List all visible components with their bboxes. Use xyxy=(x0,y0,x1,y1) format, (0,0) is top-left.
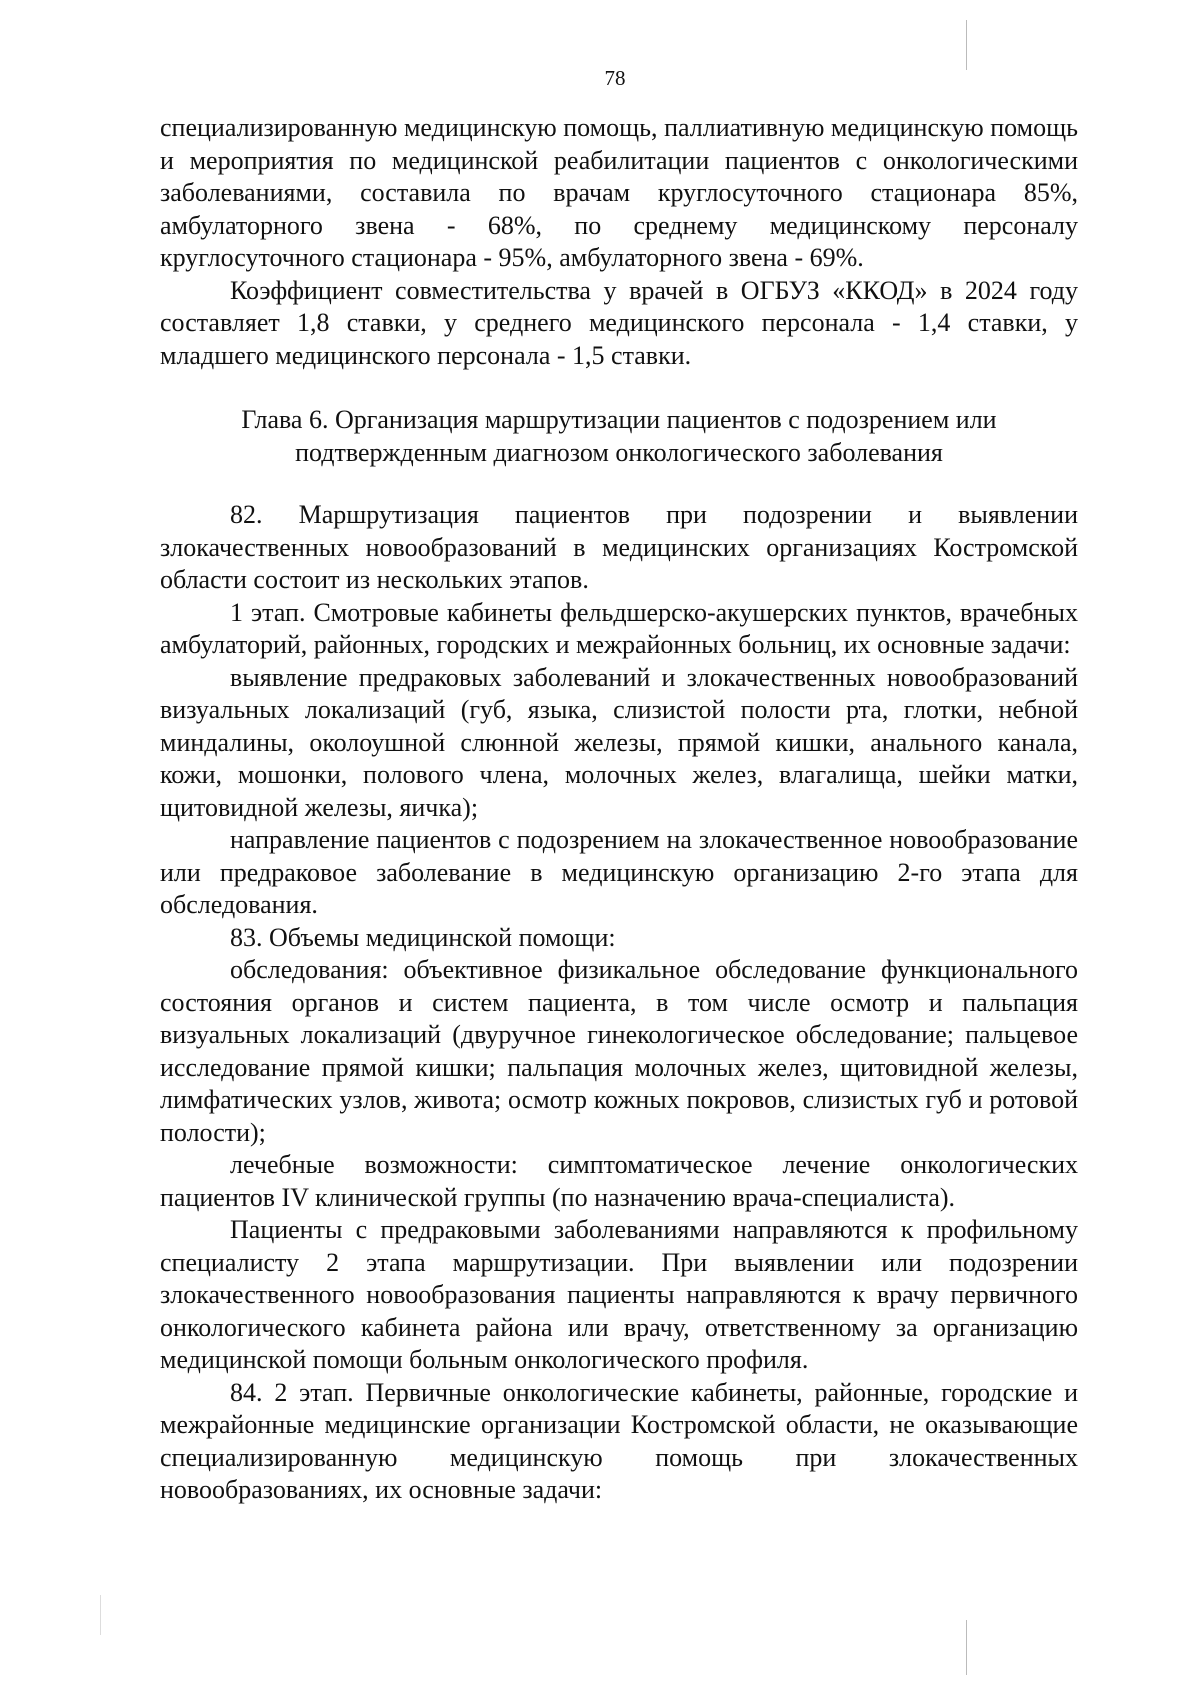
paragraph-83: 83. Объемы медицинской помощи: xyxy=(230,922,616,952)
paragraph-83-treatment: лечебные возможности: симптоматическое лечение онкологических пациентов IV клинической группы (по назначению врача-специалиста). xyxy=(160,1150,1078,1212)
paragraph-stage-1: 1 этап. Смотровые кабинеты фельдшерско-акушерских пунктов, врачебных амбулаторий, районных, городских и межрайонных больниц, их основные задачи: xyxy=(160,597,1078,659)
scan-artifact-line xyxy=(966,1620,967,1675)
paragraph-82: 82. Маршрутизация пациентов при подозрении и выявлении злокачественных новообразований в медицинских организациях Костромской области состоит из нескольких этапов. xyxy=(160,500,1078,594)
paragraph-part-time-coefficient: Коэффициент совместительства у врачей в ОГБУЗ «ККОД» в 2024 году составляет 1,8 ставки, у среднего медицинского персонала - 1,4 ставки, у младшего медицинского персонала - 1,5 ставки. xyxy=(160,275,1078,370)
chapter-title-line-1: Глава 6. Организация маршрутизации пациентов с подозрением или xyxy=(241,405,997,434)
paragraph-84: 84. 2 этап. Первичные онкологические кабинеты, районные, городские и межрайонные медицинские организации Костромской области, не оказывающие специализированную медицинскую помощь при злокачественных новообразованиях, их основные задачи: xyxy=(160,1377,1078,1504)
scan-artifact-line xyxy=(966,20,967,70)
paragraph-83-patients: Пациенты с предраковыми заболеваниями направляются к профильному специалисту 2 этапа маршрутизации. При выявлении или подозрении злокачественного новообразования пациенты направляются к врачу первичного онкологического кабинета района или врачу, ответственному за организацию медицинской помощи больным онкологического профиля. xyxy=(160,1215,1078,1374)
page-number: 78 xyxy=(604,66,626,90)
chapter-title-line-2: подтвержденным диагнозом онкологического заболевания xyxy=(295,437,943,467)
paragraph-stage-1-task-detection: выявление предраковых заболеваний и злокачественных новообразований визуальных локализаций (губ, языка, слизистой полости рта, глотки, небной миндалины, околоушной слюнной железы, прямой кишки, анального канала, кожи, мошонки, полового члена, молочных желез, влагалища, шейки матки, щитовидной железы, яичка); xyxy=(160,662,1078,822)
paragraph-staffing-continued: специализированную медицинскую помощь, паллиативную медицинскую помощь и мероприятия по медицинской реабилитации пациентов с онкологическими заболеваниями, составила по врачам круглосуточного стационара 85%, амбулаторного звена - 68%, по среднему медицинскому персоналу круглосуточного стационара - 95%, амбулаторного звена - 69%. xyxy=(160,113,1078,272)
scan-artifact-line xyxy=(100,1595,101,1635)
document-body xyxy=(160,112,1078,1507)
paragraph-stage-1-task-referral: направление пациентов с подозрением на злокачественное новообразование или предраковое заболевание в медицинскую организацию 2-го этапа для обследования. xyxy=(160,825,1078,919)
paragraph-83-examinations: обследования: объективное физикальное обследование функционального состояния органов и систем пациента, в том числе осмотр и пальпация визуальных локализаций (двуручное гинекологическое обследование; пальцевое исследование прямой кишки; пальпация молочных желез, щитовидной железы, лимфатических узлов, живота; осмотр кожных покровов, слизистых губ и ротовой полости); xyxy=(160,955,1078,1147)
chapter-title xyxy=(160,404,1078,469)
